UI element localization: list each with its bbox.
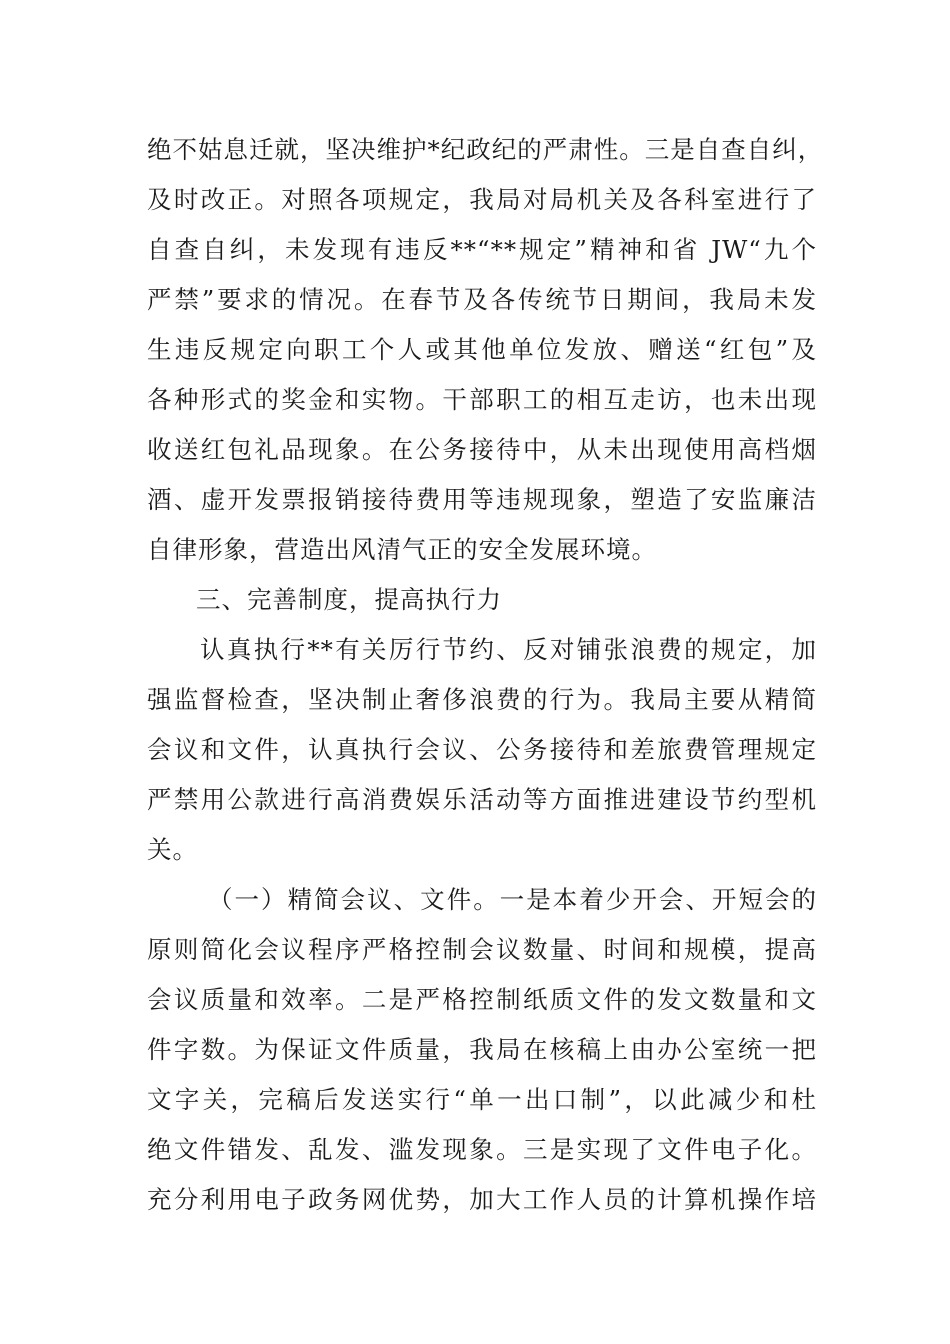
text-line: 绝文件错发、乱发、滥发现象。三是实现了文件电子化。 (147, 1135, 817, 1164)
text-line: 及时改正。对照各项规定，我局对局机关及各科室进行了 (147, 185, 817, 214)
text-line: 生违反规定向职工个人或其他单位发放、赠送“红包”及 (147, 335, 817, 364)
text-line: 原则简化会议程序严格控制会议数量、时间和规模，提高 (147, 935, 817, 964)
text-line: 件字数。为保证文件质量，我局在核稿上由办公室统一把 (147, 1035, 817, 1064)
text-line: 关。 (147, 835, 198, 864)
text-line: 自查自纠，未发现有违反**“**规定”精神和省 JW“九个 (147, 235, 817, 264)
text-line: 收送红包礼品现象。在公务接待中，从未出现使用高档烟 (147, 435, 817, 464)
text-line: 自律形象，营造出风清气正的安全发展环境。 (147, 535, 657, 564)
text-line: 严禁”要求的情况。在春节及各传统节日期间，我局未发 (147, 285, 817, 314)
text-line: 绝不姑息迁就，坚决维护*纪政纪的严肃性。三是自查自纠， (147, 135, 824, 164)
section-heading: 三、完善制度，提高执行力 (196, 585, 502, 614)
text-line: 严禁用公款进行高消费娱乐活动等方面推进建设节约型机 (147, 785, 817, 814)
text-line: 各种形式的奖金和实物。干部职工的相互走访，也未出现 (147, 385, 817, 414)
text-line: 会议质量和效率。二是严格控制纸质文件的发文数量和文 (147, 985, 817, 1014)
text-line: 会议和文件，认真执行会议、公务接待和差旅费管理规定 (147, 735, 817, 764)
text-line: 文字关，完稿后发送实行“单一出口制”，以此减少和杜 (147, 1085, 817, 1114)
text-line: 酒、虚开发票报销接待费用等违规现象，塑造了安监廉洁 (147, 485, 817, 514)
text-line: 认真执行**有关厉行节约、反对铺张浪费的规定，加 (200, 635, 817, 664)
subsection-heading-line: （一）精简会议、文件。一是本着少开会、开短会的 (208, 885, 817, 914)
text-line: 充分利用电子政务网优势，加大工作人员的计算机操作培 (147, 1185, 817, 1214)
text-line: 强监督检查，坚决制止奢侈浪费的行为。我局主要从精简 (147, 685, 817, 714)
